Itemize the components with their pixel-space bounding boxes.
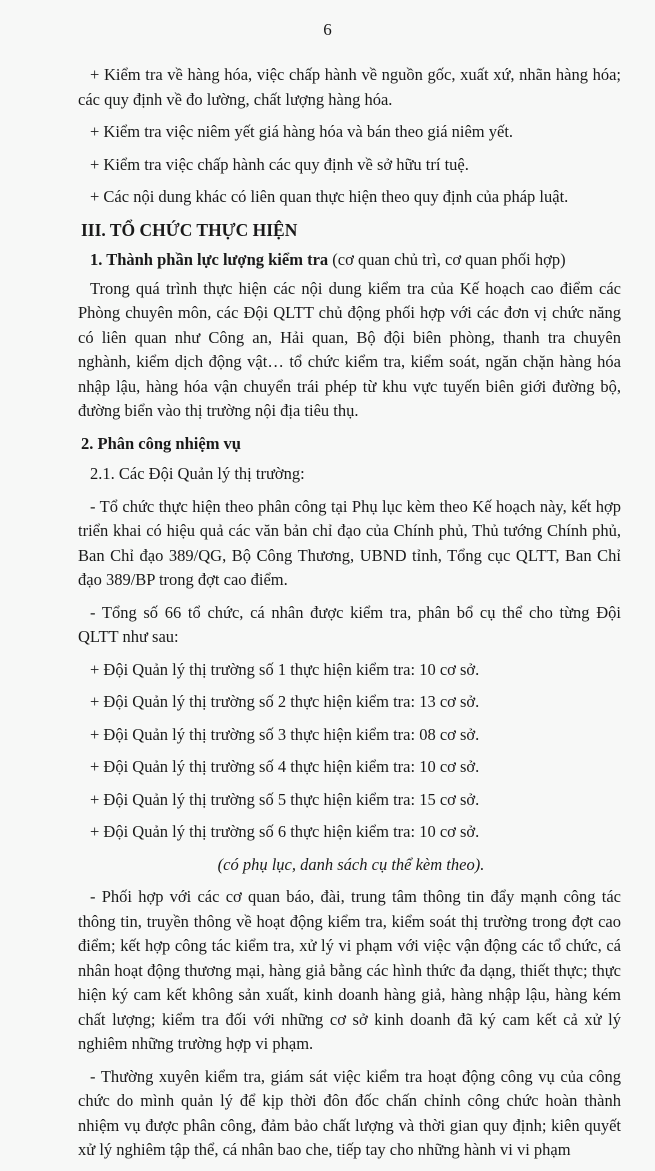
paragraph-ip-rights: + Kiểm tra việc chấp hành các quy định về sở hữu trí tuệ. xyxy=(90,154,469,174)
paragraph-goods-inspection: + Kiểm tra về hàng hóa, việc chấp hành về nguồn gốc, xuất xứ, nhãn hàng hóa; các quy định về đo lường, chất lượng hàng hóa. xyxy=(78,65,621,109)
team-1-assignment: + Đội Quản lý thị trường số 1 thực hiện kiểm tra: 10 cơ sở. xyxy=(90,659,480,679)
team-6-assignment: + Đội Quản lý thị trường số 6 thực hiện kiểm tra: 10 cơ sở. xyxy=(90,822,480,841)
subsection-1-body: Trong quá trình thực hiện các nội dung kiểm tra của Kế hoạch cao điểm các Phòng chuyên môn, các Đội QLTT chủ động phối hợp với các đơn vị chức năng có liên quan như Công an, Hải quan, Bộ đội biên phòng, thanh tra chuyên nghành, kiểm dịch động vật… tổ chức kiểm tra, kiểm soát, ngăn chặn hàng hóa nhập lậu, hàng hóa vận chuyển trái phép từ khu vực tuyến biên giới đường bộ, đường biển vào thị trường nội địa tiêu thụ. xyxy=(78,278,621,420)
subsection-2-p4: - Thường xuyên kiểm tra, giám sát việc kiểm tra hoạt động công vụ của công chức do mình quản lý để kịp thời đôn đốc chấn chỉnh công chức hoàn thành nhiệm vụ được phân công, đảm bảo chất lượng và thời gian quy định; kiên quyết xử lý nghiêm tập thể, cá nhân bao che, tiếp tay cho những hành vi vi phạm xyxy=(78,1066,621,1159)
subsection-1-heading-line xyxy=(78,248,621,273)
page-number: 6 xyxy=(323,20,332,39)
subsection-2-p1: - Tổ chức thực hiện theo phân công tại Phụ lục kèm theo Kế hoạch này, kết hợp triển khai có hiệu quả các văn bản chỉ đạo của Chính phủ, Thủ tướng Chính phủ, Ban Chỉ đạo 389/QG, Bộ Công Thương, UBND tỉnh, Tổng cục QLTT, Ban Chỉ đạo 389/BP trong đợt cao điểm. xyxy=(78,496,621,589)
subsection-2-1-title: 2.1. Các Đội Quản lý thị trường: xyxy=(90,464,305,483)
subsection-2-p3: - Phối hợp với các cơ quan báo, đài, trung tâm thông tin đẩy mạnh công tác thông tin, truyền thông về hoạt động kiểm tra, kiểm soát thị trường trong đợt cao điểm; kết hợp công tác kiểm tra, xử lý vi phạm với việc vận động các tổ chức, cá nhân hoạt động thương mại, hàng giả bằng các hình thức đa dạng, thiết thực; thực hiện ký cam kết không sản xuất, kinh doanh hàng giả, hàng nhập lậu, hàng kém chất lượng; kiểm tra đối với những cơ sở kinh doanh đã ký cam kết cả xử lý nghiêm những trường hợp vi phạm. xyxy=(78,887,621,1053)
team-3-assignment: + Đội Quản lý thị trường số 3 thực hiện kiểm tra: 08 cơ sở. xyxy=(90,724,480,744)
team-4-assignment: + Đội Quản lý thị trường số 4 thực hiện kiểm tra: 10 cơ sở. xyxy=(90,757,480,776)
subsection-2-heading: 2. Phân công nhiệm vụ xyxy=(81,433,241,453)
subsection-1-heading: 1. Thành phần lực lượng kiểm tra xyxy=(90,250,329,269)
paragraph-other-content: + Các nội dung khác có liên quan thực hiện theo quy định của pháp luật. xyxy=(90,187,569,206)
annex-note: (có phụ lục, danh sách cụ thể kèm theo). xyxy=(217,854,485,874)
team-5-assignment: + Đội Quản lý thị trường số 5 thực hiện kiểm tra: 15 cơ sở. xyxy=(90,789,480,809)
subsection-2-p2: - Tổng số 66 tổ chức, cá nhân được kiểm tra, phân bổ cụ thể cho từng Đội QLTT như sau: xyxy=(78,602,621,646)
subsection-1-heading-note: (cơ quan chủ trì, cơ quan phối hợp) xyxy=(328,250,566,269)
document-body xyxy=(78,63,621,1171)
team-2-assignment: + Đội Quản lý thị trường số 2 thực hiện kiểm tra: 13 cơ sở. xyxy=(90,692,480,711)
paragraph-price-listing: + Kiểm tra việc niêm yết giá hàng hóa và bán theo giá niêm yết. xyxy=(90,122,514,141)
section-heading: III. TỔ CHỨC THỰC HIỆN xyxy=(81,219,298,240)
